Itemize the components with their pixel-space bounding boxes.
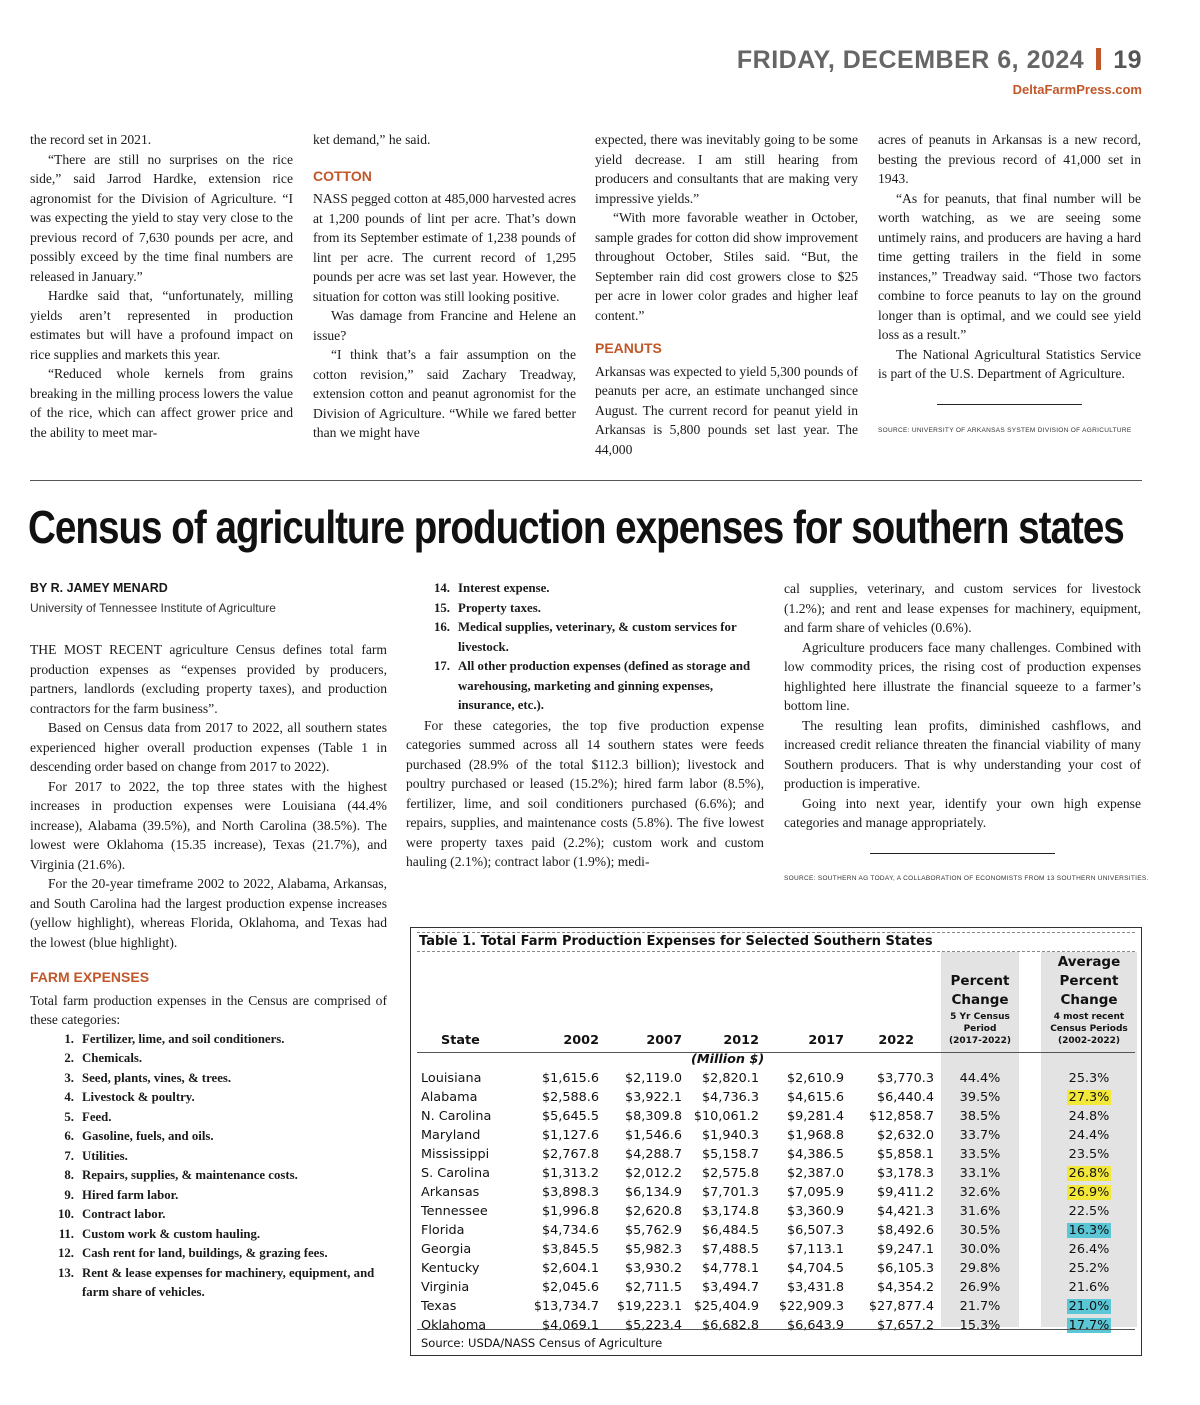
col-header-year: 2022	[878, 1033, 914, 1048]
table-cell-state: Mississippi	[421, 1147, 490, 1162]
table-cell-pct: 44.4%	[959, 1071, 1001, 1086]
table-cell-avg	[1041, 1299, 1137, 1314]
table-cell-state: Louisiana	[421, 1071, 482, 1086]
list-item: 16. Medical supplies, veterinary, & custom services for livestock.	[434, 620, 737, 654]
table-cell-value: $4,354.2	[877, 1280, 934, 1295]
value: 24.4%	[1068, 1128, 1110, 1143]
value: 26.4%	[1068, 1242, 1110, 1257]
table-cell-value: $2,588.6	[542, 1090, 599, 1105]
highlighted-value: 26.8%	[1068, 1166, 1110, 1181]
section-divider	[30, 480, 1142, 481]
col-header-year: 2017	[808, 1033, 844, 1048]
table-cell-value: $4,386.5	[787, 1147, 844, 1162]
table-cell-value: $1,996.8	[542, 1204, 599, 1219]
paragraph: For 2017 to 2022, the top three states with the highest increases in production expenses were Louisiana (44.4% increase), Alabama (39.5%), and North Carolina (38.5%). The lowest were Oklahoma (15.35 increase), Texas (21.7%), and Virginia (21.6%).	[30, 778, 387, 872]
table-cell-value: $6,105.3	[877, 1261, 934, 1276]
table-cell-avg	[1041, 1166, 1137, 1181]
highlighted-value: 21.0%	[1068, 1299, 1110, 1314]
table-cell-value: $1,313.2	[542, 1166, 599, 1181]
table-cell-value: $3,845.5	[542, 1242, 599, 1257]
paragraph: “There are still no surprises on the rice side,” said Jarrod Hardke, extension rice agronomist for the Division of Agriculture. “I was expecting the yield to stay very close to the previous record of 7,630 pounds per acre, and possibly exceed by the time final numbers are released in January.”	[30, 151, 293, 284]
table-cell-value: $22,909.3	[778, 1299, 844, 1314]
pct-subheader: 5 Yr Census Period (2017-2022)	[948, 1012, 1012, 1046]
table-cell-value: $2,632.0	[877, 1128, 934, 1143]
units-label: (Million $)	[691, 1052, 765, 1067]
paragraph: “As for peanuts, that final number will be worth watching, as we are seeing some untimely rains, and producers are having a hard time getting trailers in the field in some instances,” Treadway said. “Those two factors combine to force peanuts to lay on the ground longer than is optimal, and we could see yield loss as a result.”	[878, 190, 1141, 342]
table-cell-value: $12,858.7	[868, 1109, 934, 1124]
issue-date: FRIDAY, DECEMBER 6, 2024	[736, 46, 1085, 74]
table-cell-avg	[1041, 1109, 1137, 1124]
table-cell-value: $8,309.8	[625, 1109, 682, 1124]
table-cell-value: $2,012.2	[625, 1166, 682, 1181]
table-cell-value: $9,411.2	[877, 1185, 934, 1200]
table-cell-value: $5,982.3	[625, 1242, 682, 1257]
page-date-header	[737, 46, 1142, 75]
table-cell-value: $2,575.8	[702, 1166, 759, 1181]
expenses-table	[410, 927, 1142, 1356]
table-cell-value: $4,734.6	[542, 1223, 599, 1238]
table-cell-avg	[1041, 1242, 1137, 1257]
table-cell-value: $2,610.9	[787, 1071, 844, 1086]
expense-category-list	[30, 1030, 387, 1303]
table-cell-avg	[1041, 1071, 1137, 1086]
table-cell-value: $3,770.3	[877, 1071, 934, 1086]
value: 25.2%	[1068, 1261, 1110, 1276]
table-cell-value: $19,223.1	[616, 1299, 682, 1314]
col-header-year: 2007	[646, 1033, 682, 1048]
table-cell-value: $6,643.9	[787, 1318, 844, 1333]
paragraph: “Reduced whole kernels from grains breaking in the milling process lowers the value of the rice, which can affect grower price and the ability to meet mar-	[30, 366, 293, 440]
highlighted-value: 27.3%	[1068, 1090, 1110, 1105]
top-column-4	[878, 130, 1141, 440]
table-cell-state: Oklahoma	[421, 1318, 487, 1333]
table-cell-value: $2,119.0	[625, 1071, 682, 1086]
section-heading-cotton: COTTON	[313, 167, 372, 184]
paragraph: “With more favorable weather in October, sample grades for cotton did show improvement throughout October, Stiles said. “But, the September rain did cost growers close to $25 per acre in lower color grades and higher leaf content.”	[595, 210, 858, 323]
table-cell-pct: 15.3%	[959, 1318, 1001, 1333]
list-item: 1. Fertilizer, lime, and soil conditioners.	[64, 1031, 285, 1046]
value: 21.6%	[1068, 1280, 1110, 1295]
table-cell-value: $7,488.5	[702, 1242, 759, 1257]
col-header-state: State	[441, 1033, 480, 1048]
table-cell-value: $2,711.5	[625, 1280, 682, 1295]
table-cell-state: Maryland	[421, 1128, 481, 1143]
table-cell-value: $3,174.8	[702, 1204, 759, 1219]
table-cell-value: $5,762.9	[625, 1223, 682, 1238]
table-cell-value: $7,095.9	[787, 1185, 844, 1200]
table-cell-avg	[1041, 1128, 1137, 1143]
list-item: 7. Utilities.	[64, 1148, 128, 1163]
expense-category-list-continued	[406, 579, 764, 716]
table-cell-value: $7,657.2	[877, 1318, 934, 1333]
table-cell-value: $4,736.3	[702, 1090, 759, 1105]
table-cell-pct: 33.7%	[959, 1128, 1001, 1143]
table-cell-state: Alabama	[421, 1090, 478, 1105]
table-cell-value: $4,778.1	[702, 1261, 759, 1276]
top-column-3	[595, 130, 858, 459]
paragraph: The resulting lean profits, diminished cashflows, and increased credit reliance threaten the financial viability of many Southern producers. That is why understanding your cost of production is imperative.	[784, 717, 1141, 791]
table-cell-value: $9,281.4	[787, 1109, 844, 1124]
list-item: 15. Property taxes.	[434, 600, 541, 615]
header-rule	[417, 1052, 1135, 1053]
table-cell-value: $3,360.9	[787, 1204, 844, 1219]
list-item: 14. Interest expense.	[434, 581, 550, 595]
table-title: Table 1. Total Farm Production Expenses for Selected Southern States	[419, 934, 933, 949]
table-cell-avg	[1041, 1185, 1137, 1200]
table-cell-value: $6,484.5	[702, 1223, 759, 1238]
table-title-rule	[417, 951, 1135, 952]
list-item: 11. Custom work & custom hauling.	[58, 1226, 261, 1241]
highlighted-value: 26.9%	[1068, 1185, 1110, 1200]
paragraph: Was damage from Francine and Helene an issue?	[313, 308, 576, 343]
list-item: 2. Chemicals.	[64, 1051, 143, 1065]
footer-rule	[417, 1329, 1135, 1330]
table-cell-pct: 33.5%	[959, 1147, 1001, 1162]
table-cell-value: $2,767.8	[542, 1147, 599, 1162]
table-cell-pct: 21.7%	[959, 1299, 1001, 1314]
table-cell-value: $8,492.6	[877, 1223, 934, 1238]
article-column-1	[30, 579, 387, 1303]
author-affiliation: University of Tennessee Institute of Agriculture	[30, 600, 276, 615]
source-credit: SOURCE: UNIVERSITY OF ARKANSAS SYSTEM DIVISION OF AGRICULTURE	[878, 426, 1132, 434]
table-cell-pct: 33.1%	[959, 1166, 1001, 1181]
table-cell-state: Kentucky	[421, 1261, 480, 1276]
table-cell-value: $3,431.8	[787, 1280, 844, 1295]
table-cell-value: $10,061.2	[693, 1109, 759, 1124]
section-heading-peanuts: PEANUTS	[595, 340, 662, 356]
highlighted-value: 16.3%	[1068, 1223, 1110, 1238]
table-cell-state: S. Carolina	[421, 1166, 490, 1181]
col-header-year: 2012	[723, 1033, 759, 1048]
table-cell-value: $4,615.6	[787, 1090, 844, 1105]
table-cell-value: $1,127.6	[542, 1128, 599, 1143]
table-cell-value: $2,604.1	[542, 1261, 599, 1276]
table-cell-value: $3,930.2	[625, 1261, 682, 1276]
list-item: 5. Feed.	[64, 1109, 112, 1124]
highlighted-value: 17.7%	[1068, 1318, 1110, 1333]
table-cell-state: Florida	[421, 1223, 465, 1238]
article-column-3	[784, 579, 1149, 888]
list-item: 4. Livestock & poultry.	[64, 1090, 195, 1104]
avg-header: Average Percent Change	[1057, 954, 1121, 1008]
byline: BY R. JAMEY MENARD	[30, 581, 168, 595]
table-cell-state: Tennessee	[421, 1204, 488, 1219]
paragraph: For these categories, the top five production expense categories summed across all 14 southern states were feeds purchased (28.9% of the total $112.3 billion); livestock and poultry purchased or leased (15.2%); hired farm labor (8.5%), fertilizer, lime, and soil conditioners purchased (6.6%); and repairs, supplies, and maintenance costs (5.8%). The five lowest were property taxes paid (2.2%); custom work and custom hauling (2.1%); contract labor (1.9%); medi-	[406, 717, 764, 869]
paragraph: Hardke said that, “unfortunately, milling yields aren’t represented in production estimates but will have a profound impact on rice supplies and markets this year.	[30, 288, 293, 362]
divider-bar	[1096, 48, 1101, 70]
table-cell-value: $3,898.3	[542, 1185, 599, 1200]
end-rule	[937, 404, 1082, 405]
table-top-rule	[417, 932, 1135, 933]
table-cell-value: $5,645.5	[542, 1109, 599, 1124]
paragraph: ket demand,” he said.	[313, 132, 431, 147]
list-item: 6. Gasoline, fuels, and oils.	[64, 1129, 214, 1143]
table-cell-avg	[1041, 1204, 1137, 1219]
table-source: Source: USDA/NASS Census of Agriculture	[421, 1336, 663, 1350]
paragraph: The National Agricultural Statistics Service is part of the U.S. Department of Agriculture.	[878, 346, 1141, 381]
value: 25.3%	[1068, 1071, 1110, 1086]
paragraph: expected, there was inevitably going to be some yield decrease. I am still hearing from producers and consultants that are making very impressive yields.”	[595, 132, 858, 206]
paragraph: the record set in 2021.	[30, 132, 152, 147]
table-cell-value: $3,494.7	[702, 1280, 759, 1295]
table-cell-value: $1,968.8	[787, 1128, 844, 1143]
table-cell-avg	[1041, 1280, 1137, 1295]
paragraph: Agriculture producers face many challenges. Combined with low commodity prices, the rising cost of production expenses highlighted here illustrate the financial squeeze to a farmer’s bottom line.	[784, 639, 1141, 713]
paragraph: NASS pegged cotton at 485,000 harvested acres at 1,200 pounds of lint per acre. That’s down from its September estimate of 1,238 pounds of lint per acre. The current record of 1,295 pounds per acre was set last year. However, the situation for cotton was still looking positive.	[313, 191, 576, 304]
paragraph: Arkansas was expected to yield 5,300 pounds of peanuts per acre, an estimate unchanged since August. The current record for peanut yield in Arkansas is 5,800 pounds set last year. The 44,000	[595, 363, 858, 457]
table-cell-avg	[1041, 1318, 1137, 1333]
table-cell-state: Georgia	[421, 1242, 472, 1257]
table-cell-value: $5,223.4	[625, 1318, 682, 1333]
table-cell-value: $3,922.1	[625, 1090, 682, 1105]
table-cell-avg	[1041, 1223, 1137, 1238]
table-cell-value: $1,615.6	[542, 1071, 599, 1086]
paragraph: Total farm production expenses in the Census are comprised of these categories:	[30, 992, 387, 1027]
table-cell-value: $5,858.1	[877, 1147, 934, 1162]
table-cell-pct: 26.9%	[959, 1280, 1001, 1295]
table-cell-value: $3,178.3	[877, 1166, 934, 1181]
table-cell-value: $7,113.1	[787, 1242, 844, 1257]
table-cell-value: $4,288.7	[625, 1147, 682, 1162]
paragraph: THE MOST RECENT agriculture Census defines total farm production expenses as “expenses provided by producers, partners, landlords (excluding property taxes), and production contractors for the farm business”.	[30, 642, 387, 716]
top-column-1	[30, 130, 293, 442]
avg-subheader: 4 most recent Census Periods (2002-2022)	[1050, 1012, 1128, 1046]
table-cell-pct: 29.8%	[959, 1261, 1001, 1276]
paragraph: acres of peanuts in Arkansas is a new record, besting the previous record of 41,000 set in 1943.	[878, 132, 1141, 186]
table-cell-pct: 38.5%	[959, 1109, 1001, 1124]
list-item: 13. Rent & lease expenses for machinery, equipment, and farm share of vehicles.	[58, 1265, 375, 1299]
table-cell-pct: 31.6%	[959, 1204, 1001, 1219]
table-cell-avg	[1041, 1261, 1137, 1276]
table-cell-pct: 30.5%	[959, 1223, 1001, 1238]
table-cell-value: $1,940.3	[702, 1128, 759, 1143]
paragraph: For the 20-year timeframe 2002 to 2022, Alabama, Arkansas, and South Carolina had the largest production expense increases (yellow highlight), whereas Florida, Oklahoma, and Texas had the lowest (blue highlight).	[30, 876, 387, 950]
table-cell-value: $4,704.5	[787, 1261, 844, 1276]
section-heading-farm-expenses: FARM EXPENSES	[30, 969, 150, 985]
table-cell-state: N. Carolina	[421, 1109, 492, 1124]
table-cell-avg	[1041, 1090, 1137, 1105]
article-headline: Census of agriculture production expenses for southern states	[28, 501, 1124, 553]
table-cell-avg	[1041, 1147, 1137, 1162]
list-item: 3. Seed, plants, vines, & trees.	[64, 1070, 232, 1085]
table-cell-value: $6,134.9	[625, 1185, 682, 1200]
source-credit: SOURCE: SOUTHERN AG TODAY, A COLLABORATION OF ECONOMISTS FROM 13 SOUTHERN UNIVERSITIES.	[784, 874, 1149, 882]
table-cell-value: $4,421.3	[877, 1204, 934, 1219]
table-cell-value: $9,247.1	[877, 1242, 934, 1257]
table-cell-pct: 30.0%	[959, 1242, 1001, 1257]
list-item: 17. All other production expenses (defined as storage and warehousing, marketing and ginning expenses, insurance, etc.).	[434, 659, 751, 712]
table-cell-value: $1,546.6	[625, 1128, 682, 1143]
value: 23.5%	[1068, 1147, 1110, 1162]
paragraph: Based on Census data from 2017 to 2022, all southern states experienced higher overall production expenses (Table 1 in descending order based on change from 2017 to 2022).	[30, 720, 387, 774]
site-url[interactable]: DeltaFarmPress.com	[1012, 82, 1142, 97]
top-column-2	[313, 130, 576, 443]
value: 24.8%	[1068, 1109, 1110, 1124]
table-cell-value: $27,877.4	[868, 1299, 934, 1314]
list-item: 8. Repairs, supplies, & maintenance costs.	[64, 1168, 298, 1182]
paragraph: Going into next year, identify your own high expense categories and manage appropriately.	[784, 795, 1141, 830]
page-number: 19	[1113, 46, 1142, 74]
table-cell-state: Texas	[421, 1299, 457, 1314]
list-item: 12. Cash rent for land, buildings, & grazing fees.	[58, 1246, 328, 1260]
table-cell-value: $6,682.8	[702, 1318, 759, 1333]
table-cell-value: $6,440.4	[877, 1090, 934, 1105]
table-cell-value: $2,387.0	[787, 1166, 844, 1181]
paragraph: cal supplies, veterinary, and custom services for livestock (1.2%); and rent and lease expenses for machinery, equipment, and farm share of vehicles (0.6%).	[784, 581, 1141, 635]
list-item: 10. Contract labor.	[58, 1207, 166, 1221]
pct-header: Percent Change	[950, 973, 1010, 1008]
table-cell-value: $6,507.3	[787, 1223, 844, 1238]
article-column-2	[406, 579, 764, 872]
table-cell-value: $13,734.7	[533, 1299, 599, 1314]
paragraph: “I think that’s a fair assumption on the cotton revision,” said Zachary Treadway, extension cotton and peanut agronomist for the Division of Agriculture. “While we fared better than we might have	[313, 347, 576, 440]
list-item: 9. Hired farm labor.	[64, 1187, 179, 1202]
table-cell-value: $2,820.1	[702, 1071, 759, 1086]
table-cell-value: $5,158.7	[702, 1147, 759, 1162]
table-cell-value: $2,620.8	[625, 1204, 682, 1219]
value: 22.5%	[1068, 1204, 1110, 1219]
table-cell-value: $2,045.6	[542, 1280, 599, 1295]
table-cell-pct: 32.6%	[959, 1185, 1001, 1200]
end-rule	[870, 853, 1055, 854]
table-cell-state: Arkansas	[421, 1185, 480, 1200]
table-cell-value: $25,404.9	[693, 1299, 759, 1314]
table-cell-value: $7,701.3	[702, 1185, 759, 1200]
table-cell-value: $4,069.1	[542, 1318, 599, 1333]
col-header-year: 2002	[563, 1033, 599, 1048]
table-cell-state: Virginia	[421, 1280, 470, 1295]
table-cell-pct: 39.5%	[959, 1090, 1001, 1105]
